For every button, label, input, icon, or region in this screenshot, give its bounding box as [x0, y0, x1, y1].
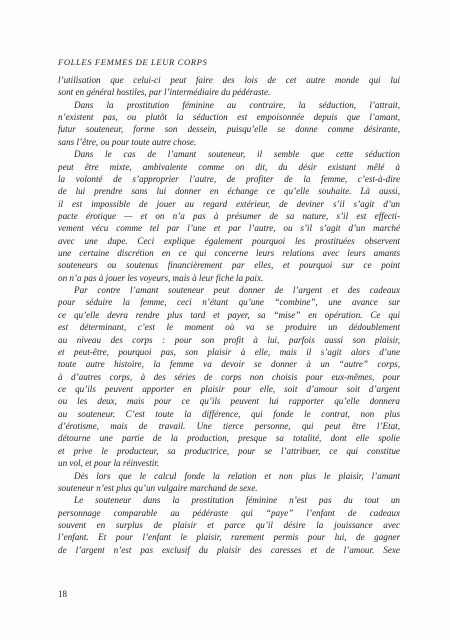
text-line: Dans le cas de l’amant souteneur, il semble que cette séduction: [74, 149, 400, 160]
text-line: l’utilisation que celui-ci peut faire des lois de cet autre monde qui lui: [58, 75, 400, 85]
text-line: au souteneur. C’est toute la différence, qui fonde le contrat, non plus: [58, 408, 400, 419]
text-line: détourne une partie de la production, presque sa totalité, dont elle spolie: [58, 433, 400, 444]
text-line: à d’autres corps, à des séries de corps non choisis pour eux-mêmes, pour: [58, 371, 400, 382]
body-text: [58, 74, 400, 556]
text-line: l’enfant. Et pour l’enfant le plaisir, rarement permis pour lui, de gagner: [58, 532, 400, 543]
text-line: pacte érotique — et on n’a pas à présumer de sa nature, s’il est effecti-: [58, 210, 400, 221]
text-line: la volonté de s’approprier l’autre, de profiter de la femme, c’est-à-dire: [58, 173, 400, 184]
text-line: est déterminant, c’est le moment où va se produire un dédoublement: [58, 322, 400, 333]
text-line: avec une dupe. Ceci explique également pourquoi les prostituées observent: [58, 235, 400, 246]
text-line: Dans la prostitution féminine au contraire, la séduction, l’attrait,: [74, 99, 400, 110]
text-line: ou les deux, mais pour ce qu’ils peuvent lui rapporter qu’elle donnera: [58, 396, 400, 407]
text-line: pour séduire la femme, ceci n’étant qu’une “combine”, une avance sur: [58, 297, 400, 308]
text-line: souteneurs ou soutenus financièrement par elles, et pourquoi sur ce point: [58, 260, 400, 271]
text-line: n’existent pas, ou plutôt la séduction est empoisonnée depuis que l’amant,: [58, 112, 400, 123]
text-line: futur souteneur, forme son dessein, puisqu’elle se donne comme désirante,: [58, 124, 400, 135]
text-line: souvent en surplus de plaisir et parce qu’il désire la jouissance avec: [58, 519, 400, 530]
text-line: de lui prendre sans lui donner en échange ce qu’elle souhaite. Là aussi,: [58, 186, 400, 197]
text-line: Dès lors que le calcul fonde la relation et non plus le plaisir, l’amant: [74, 470, 400, 481]
page-number: 18: [58, 589, 67, 599]
text-line: ce qu’ils peuvent apporter en plaisir pour elle, soit d’amour soit d’argent: [58, 383, 400, 394]
text-line: on n’a pas à jouer les voyeurs, mais à leur fiche la paix.: [58, 272, 264, 283]
text-line: au niveau des corps : pour son profit à lui, parfois aussi son plaisir,: [58, 334, 400, 345]
text-line: personnage comparable au pédéraste qui “paye” l’enfant de cadeaux: [58, 507, 400, 518]
text-line: de l’argent n’est pas exclusif du plaisir des caresses et de l’amour. Sexe: [58, 544, 400, 555]
text-line: vement vécu comme tel par l’une et par l’autre, ou s’il s’agit d’un marché: [58, 223, 400, 234]
text-line: et peut-être, pourquoi pas, son plaisir à elle, mais il s’agit alors d’une: [58, 346, 400, 357]
text-line: un vol, et pour la réinvestir.: [58, 458, 160, 469]
text-line: sont en général hostiles, par l’intermédiaire du pédéraste.: [58, 87, 271, 98]
text-line: sans l’être, ou pour toute autre chose.: [58, 136, 197, 147]
text-line: peut être mixte, ambivalente comme on dit, du désir existant mêlé à: [58, 161, 400, 172]
text-line: Le souteneur dans la prostitution féminine n’est pas du tout un: [74, 495, 400, 506]
text-line: et prive le producteur, sa productrice, pour se l’attribuer, ce qui constitue: [58, 445, 400, 456]
text-line: souteneur n’est plus qu’un vulgaire marchand de sexe.: [58, 482, 258, 493]
text-line: ce qu’elle devra rendre plus tard et payer, sa “mise” en opération. Ce qui: [58, 309, 400, 320]
text-line: toute autre histoire, la femme va devoir se donner à un “autre” corps,: [58, 359, 400, 370]
running-head: FOLLES FEMMES DE LEUR CORPS: [58, 57, 208, 67]
text-line: une certaine discrétion en ce qui concerne leurs relations avec leurs amants: [58, 248, 400, 259]
text-line: d’érotisme, mais de travail. Une tierce personne, qui peut être l’Etat,: [58, 421, 400, 432]
text-line: Par contre l’amant souteneur peut donner de l’argent et des cadeaux: [74, 285, 400, 296]
text-line: il est impossible de jouer au regard extérieur, de deviner s’il s’agit d’un: [58, 198, 400, 209]
